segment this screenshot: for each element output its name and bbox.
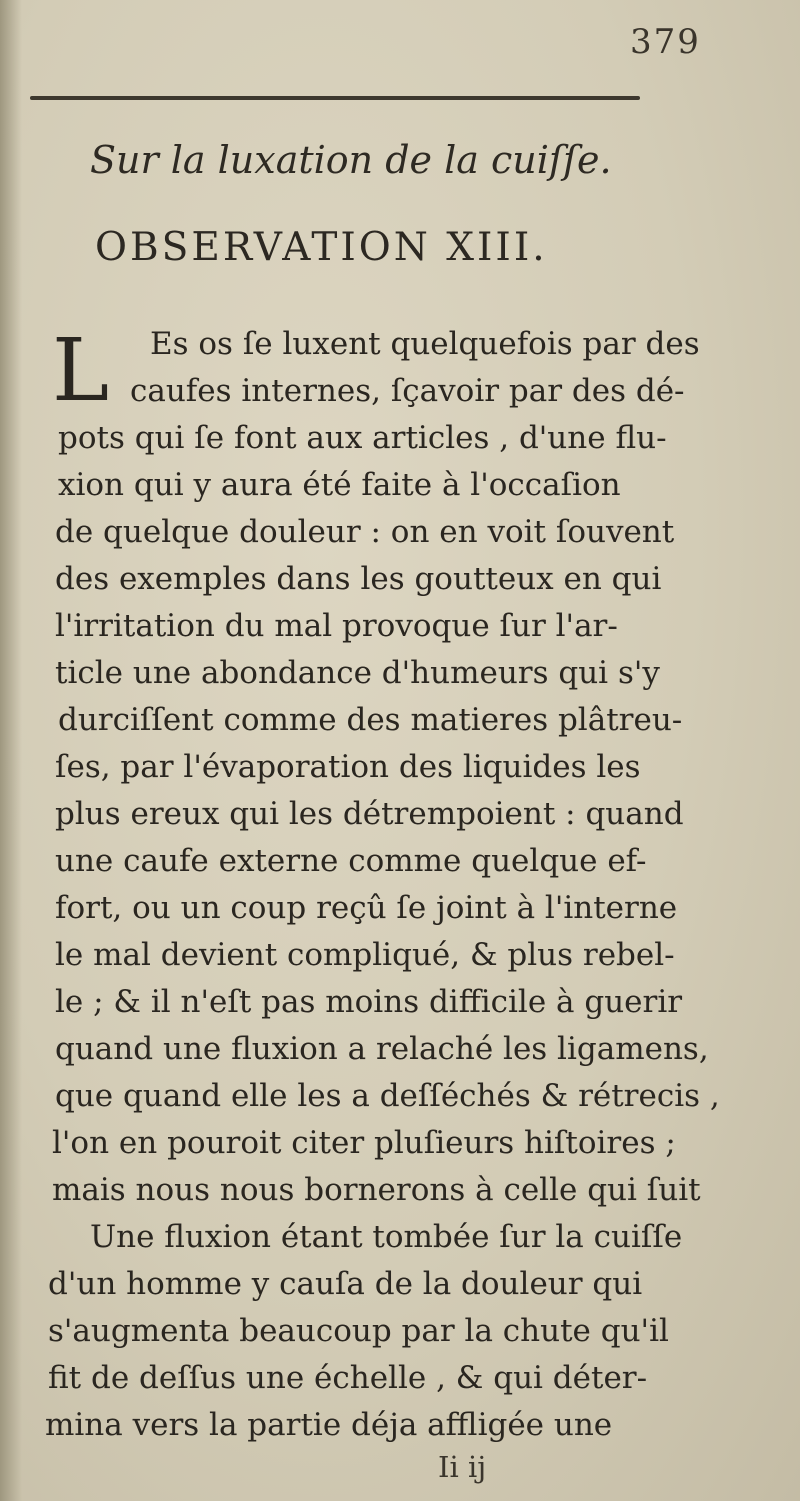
header-rule xyxy=(30,96,640,100)
text-line: d'un homme y cauſa de la douleur qui xyxy=(48,1266,643,1302)
binding-shadow xyxy=(0,0,22,1501)
running-title: Sur la luxation de la cuiſſe. xyxy=(90,138,612,182)
text-line: plus ereux qui les détrempoient : quand xyxy=(55,796,684,832)
catchword: Ii ij xyxy=(438,1450,487,1484)
page-number: 379 xyxy=(630,22,701,62)
text-line: de quelque douleur : on en voit ſouvent xyxy=(55,514,675,550)
text-line: mais nous nous bornerons à celle qui ſuit xyxy=(52,1172,701,1208)
drop-cap: L xyxy=(52,321,110,421)
text-line: l'irritation du mal provoque ſur l'ar- xyxy=(55,608,618,644)
text-line: ſes, par l'évaporation des liquides les xyxy=(55,749,641,785)
text-line: Une fluxion étant tombée ſur la cuiſſe xyxy=(90,1219,683,1255)
text-line: pots qui ſe font aux articles , d'une flu- xyxy=(58,420,667,456)
text-line: s'augmenta beaucoup par la chute qu'il xyxy=(48,1313,669,1349)
text-line: fit de deſſus une échelle , & qui déter- xyxy=(48,1360,648,1396)
text-line: le ; & il n'eſt pas moins difficile à guerir xyxy=(55,984,683,1020)
text-line: caufes internes, ſçavoir par des dé- xyxy=(130,373,685,409)
text-line: que quand elle les a deſſéchés & rétrecis , xyxy=(55,1078,720,1114)
text-line: fort, ou un coup reçû ſe joint à l'interne xyxy=(55,890,678,926)
text-line: mina vers la partie déja affligée une xyxy=(45,1407,613,1443)
text-line: l'on en pouroit citer pluſieurs hiſtoires ; xyxy=(52,1125,676,1161)
text-line: Es os ſe luxent quelquefois par des xyxy=(150,326,700,362)
text-line: une caufe externe comme quelque ef- xyxy=(55,843,647,879)
text-line: durciſſent comme des matieres plâtreu- xyxy=(58,702,683,738)
text-line: ticle une abondance d'humeurs qui s'y xyxy=(55,655,660,691)
section-heading: OBSERVATION XIII. xyxy=(95,225,548,270)
text-line: des exemples dans les goutteux en qui xyxy=(55,561,662,597)
text-line: le mal devient compliqué, & plus rebel- xyxy=(55,937,675,973)
text-line: quand une fluxion a relaché les ligamens, xyxy=(55,1031,709,1067)
text-line: xion qui y aura été faite à l'occaſion xyxy=(58,467,621,503)
